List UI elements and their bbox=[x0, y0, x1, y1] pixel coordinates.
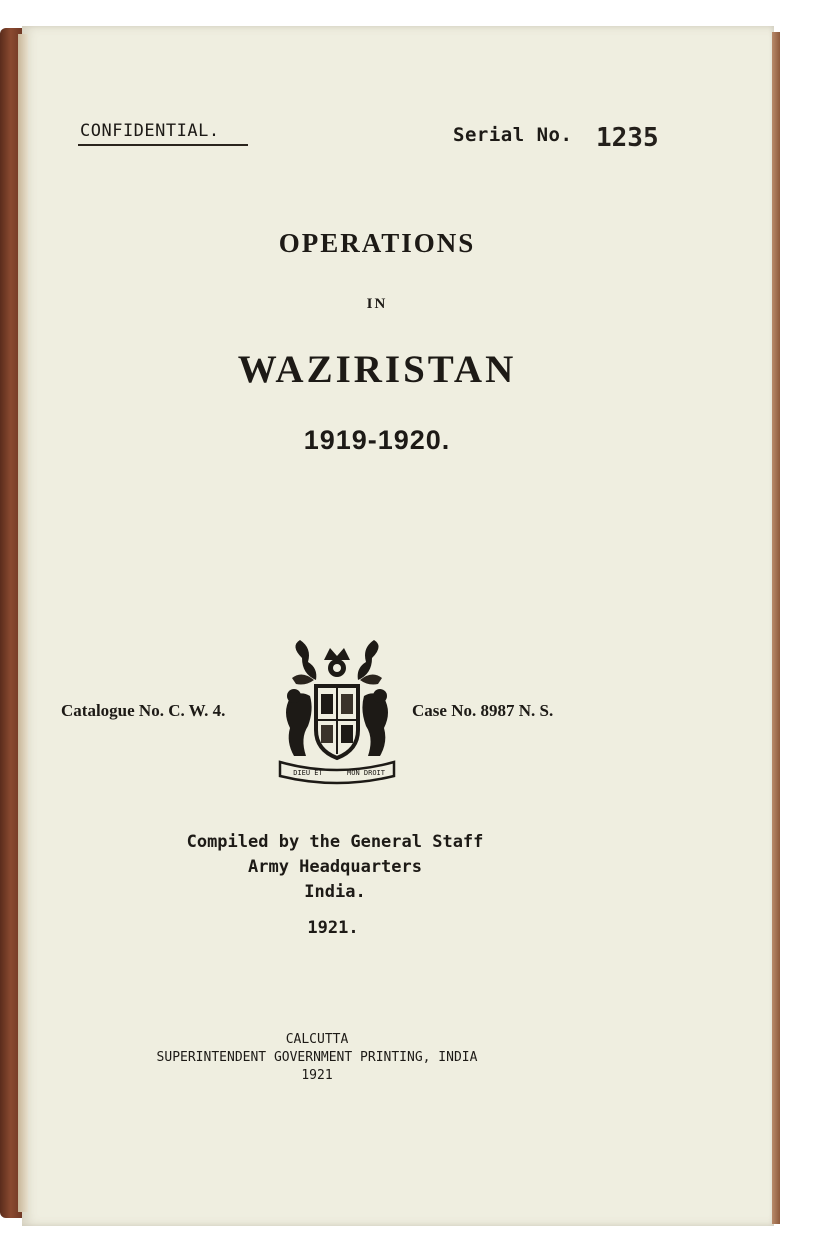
imprint-city: CALCUTTA bbox=[285, 1032, 349, 1047]
serial-label: Serial No. bbox=[453, 124, 573, 146]
compiled-year: 1921. bbox=[307, 918, 359, 938]
title-years: 1919-1920. bbox=[303, 425, 451, 455]
title-waziristan: WAZIRISTAN bbox=[237, 348, 517, 391]
compiled-line-3: India. bbox=[304, 882, 366, 902]
motto-right: MON DROIT bbox=[347, 769, 385, 777]
title-operations: OPERATIONS bbox=[278, 228, 476, 258]
case-number: Case No. 8987 N. S. bbox=[412, 701, 554, 720]
motto-left: DIEU ET bbox=[293, 769, 323, 777]
compiled-line-2: Army Headquarters bbox=[248, 857, 422, 877]
royal-coat-of-arms-icon bbox=[272, 638, 402, 786]
compiled-by-block bbox=[0, 830, 742, 905]
imprint-printer: SUPERINTENDENT GOVERNMENT PRINTING, INDIA bbox=[156, 1050, 478, 1065]
imprint-year: 1921 bbox=[301, 1068, 333, 1083]
title-in: IN bbox=[366, 296, 388, 312]
serial-number: 1235 bbox=[596, 123, 659, 153]
catalogue-number: Catalogue No. C. W. 4. bbox=[61, 701, 226, 720]
classification-label: CONFIDENTIAL. bbox=[80, 121, 220, 141]
compiled-line-1: Compiled by the General Staff bbox=[186, 832, 484, 852]
classification-underline bbox=[78, 144, 248, 146]
page-edge bbox=[772, 32, 780, 1224]
imprint-block bbox=[0, 1031, 724, 1085]
